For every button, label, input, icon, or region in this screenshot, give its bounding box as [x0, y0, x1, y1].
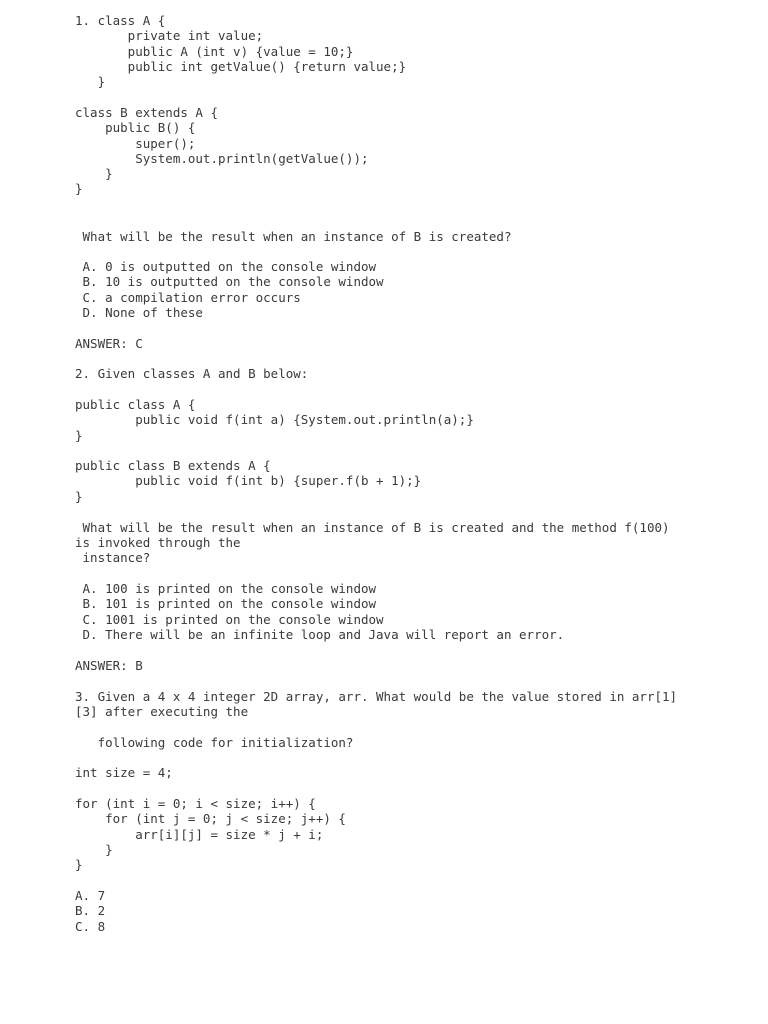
q1-answer: ANSWER: C — [75, 336, 143, 351]
q1-option: C. a compilation error occurs — [75, 290, 301, 305]
q3-code-line: int size = 4; — [75, 765, 173, 780]
q1-code-line: class B extends A { — [75, 105, 218, 120]
q1-code-line: public B() { — [75, 120, 196, 135]
q2-option: A. 100 is printed on the console window — [75, 581, 377, 596]
q2-question: is invoked through the — [75, 535, 241, 550]
q2-option: B. 101 is printed on the console window — [75, 596, 377, 611]
q2-code-line: } — [75, 489, 83, 504]
q2-answer: ANSWER: B — [75, 658, 143, 673]
q1-option: B. 10 is outputted on the console window — [75, 274, 384, 289]
q3-option: B. 2 — [75, 903, 106, 918]
q1-code-line: private int value; — [75, 28, 264, 43]
q2-code-line: public class A { — [75, 397, 196, 412]
q1-code-line: } — [75, 181, 83, 196]
q2-code-line: public void f(int b) {super.f(b + 1);} — [75, 473, 422, 488]
q2-option: D. There will be an infinite loop and Java will report an error. — [75, 627, 565, 642]
q2-code-line: public void f(int a) {System.out.println(a);} — [75, 412, 474, 427]
q3-code-line: } — [75, 842, 113, 857]
q3-option: C. 8 — [75, 919, 106, 934]
q3-code-line: for (int j = 0; j < size; j++) { — [75, 811, 346, 826]
q1-code-line: System.out.println(getValue()); — [75, 151, 369, 166]
q2-code-line: public class B extends A { — [75, 458, 271, 473]
q1-code-line: 1. class A { — [75, 13, 166, 28]
q3-code-line: arr[i][j] = size * j + i; — [75, 827, 324, 842]
q1-code-line: } — [75, 166, 113, 181]
q3-option: A. 7 — [75, 888, 106, 903]
q2-question: What will be the result when an instance of B is created and the method f(100) — [75, 520, 670, 535]
q3-question: [3] after executing the — [75, 704, 249, 719]
q2-option: C. 1001 is printed on the console window — [75, 612, 384, 627]
q2-question: instance? — [75, 550, 151, 565]
q1-option: A. 0 is outputted on the console window — [75, 259, 377, 274]
q1-code-line: } — [75, 74, 106, 89]
q3-question: 3. Given a 4 x 4 integer 2D array, arr. What would be the value stored in arr[1] — [75, 689, 678, 704]
q1-option: D. None of these — [75, 305, 203, 320]
q3-question: following code for initialization? — [75, 735, 354, 750]
q3-code-line: for (int i = 0; i < size; i++) { — [75, 796, 316, 811]
q1-code-line: public int getValue() {return value;} — [75, 59, 407, 74]
q1-code-line: public A (int v) {value = 10;} — [75, 44, 354, 59]
q2-code-line: } — [75, 428, 83, 443]
q2-heading: 2. Given classes A and B below: — [75, 366, 309, 381]
q1-question: What will be the result when an instance of B is created? — [75, 229, 512, 244]
q3-code-line: } — [75, 857, 83, 872]
q1-code-line: super(); — [75, 136, 196, 151]
